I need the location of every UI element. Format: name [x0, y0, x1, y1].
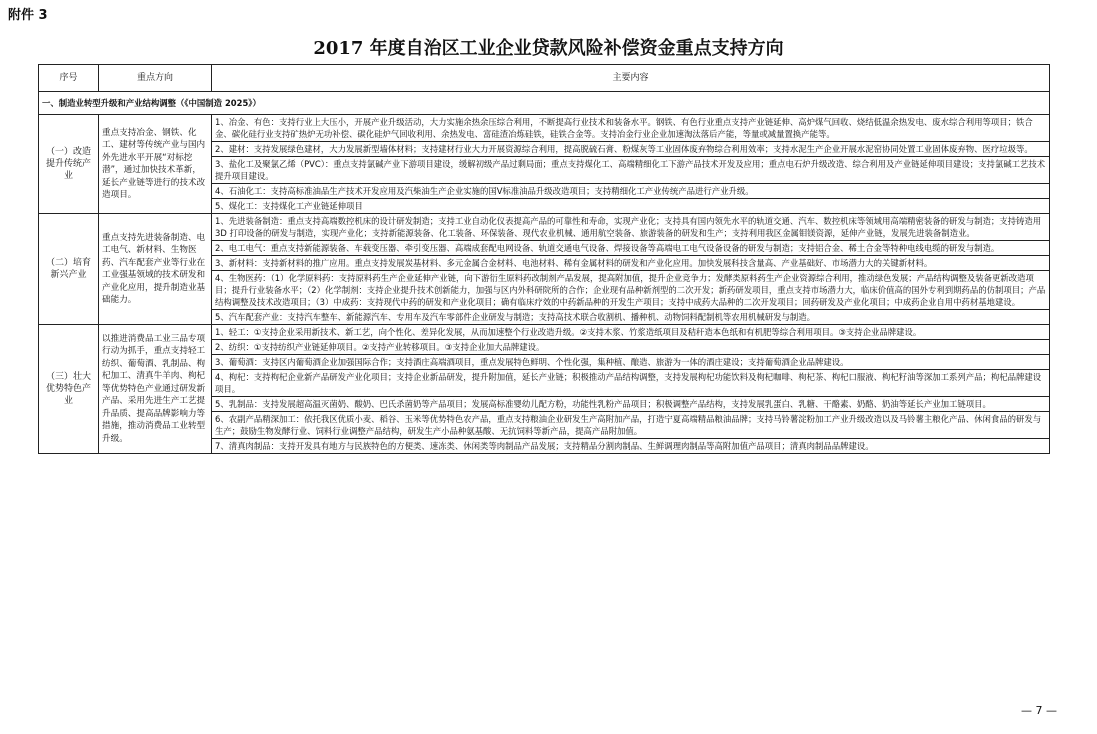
content-item: 2、纺织：①支持纺织产业链延伸项目。②支持产业转移项目。③支持企业加大品牌建设。 [212, 340, 1050, 355]
content-item: 2、建材：支持发展绿色建材，大力发展新型墙体材料；支持建材行业大力开展资源综合利用，提高脱硫石膏、粉煤灰等工业固体废弃物综合利用效率；支持水泥生产企业开展水泥窑协同处置工业固体废弃物、医疗垃圾等。 [212, 142, 1050, 157]
section-row [39, 92, 1050, 115]
content-item: 2、电工电气：重点支持新能源装备、车载变压器、牵引变压器、高端成套配电网设备、轨道交通电气设备、焊接设备等高端电工电气设备设备的研发与制造；支持铝合金、稀土合金等特种电线电缆的研发与制造。 [212, 241, 1050, 256]
support-table [38, 64, 1050, 454]
content-item: 7、清真肉制品：支持开发具有地方与民族特色的方便类、速冻类、休闲类等肉制品产品发展；支持精品分割肉制品、生鲜调理肉制品等高附加值产品项目；清真肉制品品牌建设。 [212, 439, 1050, 454]
header-content: 主要内容 [212, 65, 1050, 92]
table-header-row [39, 65, 1050, 92]
attachment-label: 附件 3 [8, 8, 48, 23]
table-row [39, 214, 1050, 241]
content-item: 4、生物医药：（1）化学原料药：支持原料药生产企业延伸产业链，向下游衍生原料药改制剂产品发展，提高附加值，提升企业竞争力；发酵类原料药生产企业资源综合利用，推动绿色发展；产品结构调整及装备更新改造项目；提升行业装备水平；（2）化学制剂：支持企业提升技术创新能力，加强与区内外科研院所的合作；企业现有品种新剂型的二次开发；新药研发项目，重点支持市场潜力大，临床价值高的国外专利到期药品的仿制项目；产品结构调整及技术改造项目；（3）中成药：支持现代中药的研发和产业化项目；确有临床疗效的中药新品种的开发生产项目；支持中成药大品种的二次开发项目；回药研发及产业化项目；中成药企业自用中药材基地建设。 [212, 271, 1050, 310]
content-item: 1、冶金、有色：支持行业上大压小，开展产业升级活动，大力实施余热余压综合利用，不断提高行业技术和装备水平。钢铁、有色行业重点支持产业链延伸、高炉煤气回收、烧结低温余热发电、废水综合利用等项目；铁合金、碳化硅行业支持矿热炉无功补偿、碳化硅炉气回收利用、余热发电、富硅渣冶炼硅铁，硅铁合金等。支持冶金行业企业加速淘汰落后产能，等量或减量置换产能等。 [212, 115, 1050, 142]
header-seq: 序号 [39, 65, 99, 92]
content-item: 3、葡萄酒：支持区内葡萄酒企业加强国际合作；支持酒庄高端酒项目，重点发展特色鲜明、个性化强，集种植、酿造、旅游为一体的酒庄建设；支持葡萄酒企业品牌建设。 [212, 355, 1050, 370]
category-direction: 重点支持冶金、钢铁、化工、建材等传统产业与国内外先进水平开展“对标挖潜”，通过加快技术革新，延长产业链等进行的技术改造项目。 [99, 115, 212, 214]
content-item: 3、盐化工及聚氯乙烯（PVC）：重点支持氯碱产业下游项目建设，缓解初级产品过剩局面；重点支持煤化工、高端精细化工下游产品技术开发及应用；重点电石炉升级改造、综合利用及产业链延伸项目建设；支持氯碱工艺技术提升项目建设。 [212, 157, 1050, 184]
content-item: 5、汽车配套产业：支持汽车整车、新能源汽车、专用车及汽车零部件企业研发与制造；支持高技术联合收割机、播种机、动物饲料配制机等农用机械研发与制造。 [212, 310, 1050, 325]
page-title: 2017 年度自治区工业企业贷款风险补偿资金重点支持方向 [313, 38, 784, 59]
content-item: 1、轻工：①支持企业采用新技术、新工艺，向个性化、差异化发展，从而加速整个行业改造升级。②支持木浆、竹浆造纸项目及秸秆造本色纸和有机肥等综合利用项目。③支持企业品牌建设。 [212, 325, 1050, 340]
content-item: 6、农副产品精深加工：依托我区优质小麦、稻谷、玉米等优势特色农产品，重点支持粮油企业研发生产高附加产品，打造宁夏高端精品粮油品牌；支持马铃薯淀粉加工产业升级改造以及马铃薯主粮化产品、休闲食品的研发与生产；鼓励生物发酵行业、饲料行业调整产品结构，研发生产小品种氨基酸、无抗饲料等新产品，提高产品附加值。 [212, 412, 1050, 439]
page-number: — 7 — [1021, 704, 1057, 717]
header-focus: 重点方向 [99, 65, 212, 92]
content-item: 4、石油化工：支持高标准油品生产技术开发应用及汽柴油生产企业实施的国Ⅴ标准油品升级改造项目；支持精细化工产业传统产品进行产业升级。 [212, 184, 1050, 199]
section-title: 一、制造业转型升级和产业结构调整（《中国制造 2025》） [39, 92, 1050, 115]
content-item: 5、煤化工：支持煤化工产业链延伸项目 [212, 199, 1050, 214]
category-name: （一）改造提升传统产业 [39, 115, 99, 214]
content-item: 1、先进装备制造：重点支持高端数控机床的设计研发制造；支持工业自动化仪表提高产品的可靠性和寿命，实现产业化；支持具有国内领先水平的轨道交通、汽车、数控机床等领域用高端精密装备的研发与制造；支持铸造用 3D 打印设备的研发与制造，实现产业化；支持新能源装备、化工装备、环保装备、现代农业机械、通用航空装备、旅游装备的研发和生产；支持利用我区金属钼镁资源，延伸产业链，发展先进装备制造业。 [212, 214, 1050, 241]
category-direction: 以推进消费品工业三品专项行动为抓手，重点支持轻工纺织、葡萄酒、乳制品、枸杞加工、清真牛羊肉、枸杞等优势特色产业通过研发新产品、采用先进生产工艺提升品质、提高品牌影响力等措施，推动消费品工业转型升级。 [99, 325, 212, 454]
content-item: 5、乳制品：支持发展超高温灭菌奶、酸奶、巴氏杀菌奶等产品项目；发展高标准婴幼儿配方粉，功能性乳粉产品项目；积极调整产品结构，支持发展乳蛋白、乳糖、干酪素、奶酪、奶油等延长产业加工链项目。 [212, 397, 1050, 412]
content-item: 3、新材料：支持新材料的推广应用。重点支持发展炭基材料、多元金属合金材料、电池材料、稀有金属材料的研发和产业化应用。加快发展科技含量高、产业基础好、市场潜力大的关键新材料。 [212, 256, 1050, 271]
category-direction: 重点支持先进装备制造、电工电气、新材料、生物医药、汽车配套产业等行业在工业强基领域的技术研发和产业化应用，提升制造业基础能力。 [99, 214, 212, 325]
table-row [39, 115, 1050, 142]
category-name: （二）培育新兴产业 [39, 214, 99, 325]
table-row [39, 325, 1050, 340]
content-item: 4、枸杞：支持枸杞企业新产品研发产业化项目；支持企业新品研发，提升附加值，延长产业链；积极推动产品结构调整，支持发展枸杞功能饮料及枸杞咖啡、枸杞茶、枸杞口服液、枸杞籽油等深加工系列产品；枸杞品牌建设项目。 [212, 370, 1050, 397]
category-name: （三）壮大优势特色产业 [39, 325, 99, 454]
